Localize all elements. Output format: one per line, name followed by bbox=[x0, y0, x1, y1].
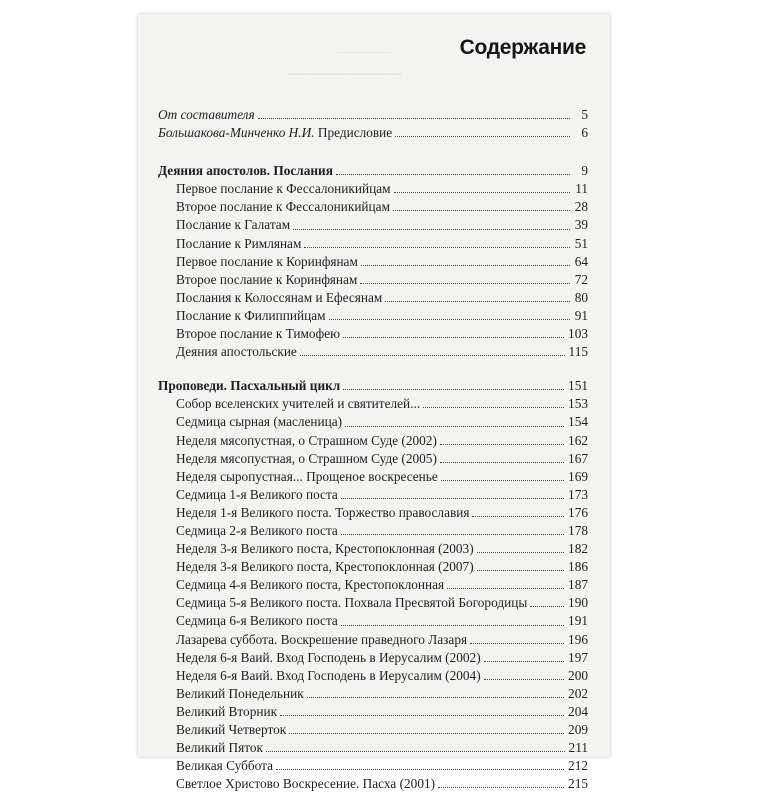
dot-leader bbox=[395, 136, 570, 137]
toc-page-number: 80 bbox=[574, 289, 588, 305]
toc-entry-label: Послания к Колоссянам и Ефесянам bbox=[176, 289, 383, 305]
toc-entry-label: Предисловие bbox=[317, 125, 393, 141]
toc-entry-label: Неделя мясопустная, о Страшном Суде (2005) bbox=[176, 450, 437, 466]
toc-page-number: 182 bbox=[568, 541, 588, 557]
toc-entry-label: Седмица 6-я Великого поста bbox=[176, 613, 338, 629]
dot-leader bbox=[530, 606, 564, 607]
dot-leader bbox=[447, 588, 564, 589]
toc-page-number: 64 bbox=[574, 253, 588, 269]
toc-entry-label: Послание к Филиппийцам bbox=[176, 307, 326, 323]
toc-entry-label: Великий Понедельник bbox=[176, 685, 304, 701]
toc-page-number: 197 bbox=[568, 649, 588, 665]
toc-section-heading[interactable] bbox=[158, 162, 588, 180]
toc-page-number: 169 bbox=[568, 468, 588, 484]
toc-entry-label: Великая Суббота bbox=[176, 758, 274, 774]
toc-entry-label: От составителя bbox=[158, 107, 255, 122]
toc-entry-label: Неделя 3-я Великого поста, Крестопоклонная (2003) bbox=[176, 541, 474, 557]
toc-page-number: 5 bbox=[581, 107, 588, 122]
toc-entry[interactable] bbox=[158, 198, 588, 216]
toc-section-items bbox=[158, 180, 588, 361]
toc-page-number: 204 bbox=[568, 703, 588, 719]
toc-entry[interactable] bbox=[158, 432, 588, 450]
toc-entry[interactable] bbox=[158, 576, 588, 594]
toc-entry-label: Седмица 1-я Великого поста bbox=[176, 486, 338, 502]
toc-page-number: 211 bbox=[568, 740, 588, 756]
toc-entry-label: Великий Пяток bbox=[176, 740, 264, 756]
toc-page-number: 72 bbox=[574, 271, 588, 287]
dot-leader bbox=[343, 389, 564, 390]
toc-entry[interactable] bbox=[158, 594, 588, 612]
toc-entry[interactable] bbox=[158, 124, 588, 142]
toc-entry[interactable] bbox=[158, 253, 588, 271]
toc-page-number: 154 bbox=[568, 414, 588, 430]
toc-page-number: 162 bbox=[568, 432, 588, 448]
toc-entry[interactable] bbox=[158, 235, 588, 253]
book-page bbox=[138, 14, 610, 792]
toc-entry-label: Второе послание к Коринфянам bbox=[176, 271, 358, 287]
toc-entry-label: Светлое Христово Воскресение. Пасха (2001) bbox=[176, 776, 436, 792]
dot-leader bbox=[394, 192, 570, 193]
toc-entry[interactable] bbox=[158, 540, 588, 558]
toc-entry[interactable] bbox=[158, 739, 588, 757]
dot-leader bbox=[341, 534, 564, 535]
toc-entry[interactable] bbox=[158, 289, 588, 307]
toc-entry[interactable] bbox=[158, 216, 588, 234]
dot-leader bbox=[423, 407, 564, 408]
dot-leader bbox=[343, 337, 564, 338]
dot-leader bbox=[304, 247, 570, 248]
dot-leader bbox=[393, 210, 570, 211]
toc-section-label: Деяния апостолов. Послания bbox=[158, 163, 333, 179]
toc-entry-label: Неделя сыропустная... Прощеное воскресенье bbox=[176, 468, 438, 484]
dot-leader bbox=[484, 679, 564, 680]
toc-entry[interactable] bbox=[158, 631, 588, 649]
toc-entry[interactable] bbox=[158, 721, 588, 739]
toc-page-number: 151 bbox=[568, 378, 588, 394]
dot-leader bbox=[438, 787, 564, 788]
dot-leader bbox=[470, 643, 564, 644]
toc-page-number: 176 bbox=[568, 504, 588, 520]
toc-entry-label: Неделя 6-я Ваий. Вход Господень в Иерусалим (2002) bbox=[176, 649, 481, 665]
toc-entry-label: Собор вселенских учителей и святителей... bbox=[176, 396, 421, 412]
dot-leader bbox=[293, 229, 570, 230]
dot-leader bbox=[300, 355, 565, 356]
toc-page-number: 178 bbox=[568, 522, 588, 538]
dot-leader bbox=[440, 462, 564, 463]
toc-page-number: 212 bbox=[568, 758, 588, 774]
dot-leader bbox=[360, 283, 570, 284]
dot-leader bbox=[441, 480, 564, 481]
toc-entry[interactable] bbox=[158, 180, 588, 198]
toc-entry-label: Седмица 2-я Великого поста bbox=[176, 522, 338, 538]
toc-entry-label: Второе послание к Тимофею bbox=[176, 326, 341, 342]
toc-entry[interactable] bbox=[158, 468, 588, 486]
toc-entry-label: Неделя 6-я Ваий. Вход Господень в Иерусалим (2004) bbox=[176, 667, 481, 683]
toc-entry-label: Великий Четверток bbox=[176, 722, 287, 737]
toc-entry[interactable] bbox=[158, 757, 588, 775]
toc-entry[interactable] bbox=[158, 685, 588, 703]
dot-leader bbox=[329, 319, 570, 320]
toc-page-number: 209 bbox=[568, 722, 588, 737]
dot-leader bbox=[361, 265, 570, 266]
toc-page-number: 187 bbox=[568, 577, 588, 593]
toc-page-number: 39 bbox=[574, 217, 588, 233]
dot-leader bbox=[477, 570, 564, 571]
toc-entry-label: Второе послание к Фессалоникийцам bbox=[176, 199, 390, 215]
toc-page-number: 11 bbox=[575, 181, 588, 197]
toc-page-number: 173 bbox=[568, 486, 588, 502]
toc-page-number: 153 bbox=[568, 396, 588, 412]
toc-entry-author: Большакова-Минченко Н.И. bbox=[158, 125, 315, 141]
toc-entry[interactable] bbox=[158, 558, 588, 576]
toc-entry-label: Послание к Римлянам bbox=[176, 235, 302, 251]
toc-entry-label: Седмица 5-я Великого поста. Похвала Пресвятой Богородицы bbox=[176, 595, 528, 611]
toc-page-number: 202 bbox=[568, 685, 588, 701]
toc-page-number: 215 bbox=[568, 776, 588, 792]
toc-entry[interactable] bbox=[158, 343, 588, 361]
dot-leader bbox=[276, 769, 564, 770]
dot-leader bbox=[266, 751, 565, 752]
toc-entry[interactable] bbox=[158, 413, 588, 431]
toc-entry[interactable] bbox=[158, 649, 588, 667]
bleed-through: ────────── bbox=[288, 66, 402, 83]
toc-page-number: 91 bbox=[574, 307, 588, 323]
toc-page-number: 200 bbox=[568, 667, 588, 683]
toc-page-number: 191 bbox=[568, 613, 588, 629]
toc-entry-label: Седмица сырная (масленица) bbox=[176, 414, 343, 430]
toc-entry[interactable] bbox=[158, 703, 588, 721]
toc-entry-label: Неделя 1-я Великого поста. Торжество православия bbox=[176, 504, 470, 520]
bleed-through: ————— bbox=[338, 44, 392, 58]
toc-entry[interactable] bbox=[158, 450, 588, 468]
dot-leader bbox=[258, 118, 570, 119]
toc-page-number: 51 bbox=[574, 235, 588, 251]
dot-leader bbox=[472, 516, 564, 517]
toc-entry[interactable] bbox=[158, 325, 588, 343]
toc-entry[interactable] bbox=[158, 307, 588, 325]
dot-leader bbox=[484, 661, 564, 662]
dot-leader bbox=[289, 733, 564, 734]
dot-leader bbox=[385, 301, 570, 302]
toc-entry[interactable] bbox=[158, 667, 588, 685]
toc-entry-label: Седмица 4-я Великого поста, Крестопоклонная bbox=[176, 577, 445, 593]
toc-section-heading[interactable] bbox=[158, 377, 588, 395]
toc-entry[interactable] bbox=[158, 486, 588, 504]
toc-entry[interactable] bbox=[158, 106, 588, 124]
page-title: Содержание bbox=[459, 36, 586, 59]
toc-entry[interactable] bbox=[158, 271, 588, 289]
toc-page-number: 190 bbox=[568, 595, 588, 611]
dot-leader bbox=[336, 174, 570, 175]
dot-leader bbox=[440, 444, 564, 445]
toc-page-number: 103 bbox=[568, 326, 588, 342]
toc-entry[interactable] bbox=[158, 395, 588, 413]
toc-entry[interactable] bbox=[158, 522, 588, 540]
dot-leader bbox=[477, 552, 564, 553]
toc-page-number: 115 bbox=[568, 344, 588, 360]
toc-entry-label: Неделя 3-я Великого поста, Крестопоклонная (2007) bbox=[176, 559, 474, 575]
toc-entry[interactable] bbox=[158, 775, 588, 793]
toc-entry-label: Деяния апостольские bbox=[176, 344, 297, 360]
toc-entry-label: Лазарева суббота. Воскрешение праведного Лазаря bbox=[176, 631, 468, 647]
toc-entry-label: Великий Вторник bbox=[176, 703, 278, 719]
toc-section-items bbox=[158, 395, 588, 793]
toc-page-number: 196 bbox=[568, 631, 588, 647]
dot-leader bbox=[341, 625, 564, 626]
toc-entry[interactable] bbox=[158, 612, 588, 630]
toc-section-label: Проповеди. Пасхальный цикл bbox=[158, 378, 341, 394]
dot-leader bbox=[341, 498, 564, 499]
dot-leader bbox=[345, 426, 564, 427]
toc-page-number: 186 bbox=[568, 559, 588, 575]
toc-entry-label: Неделя мясопустная, о Страшном Суде (2002) bbox=[176, 432, 437, 448]
dot-leader bbox=[280, 715, 564, 716]
toc-entry-label: Первое послание к Коринфянам bbox=[176, 253, 358, 269]
toc-page-number: 6 bbox=[581, 125, 588, 141]
toc-page-number: 9 bbox=[581, 163, 588, 179]
toc-entry-label: Послание к Галатам bbox=[176, 217, 291, 233]
toc-page-number: 28 bbox=[574, 199, 588, 215]
toc-entry[interactable] bbox=[158, 504, 588, 522]
toc-entry-label: Первое послание к Фессалоникийцам bbox=[176, 181, 391, 197]
table-of-contents bbox=[158, 106, 588, 793]
dot-leader bbox=[307, 697, 564, 698]
toc-page-number: 167 bbox=[568, 450, 588, 466]
